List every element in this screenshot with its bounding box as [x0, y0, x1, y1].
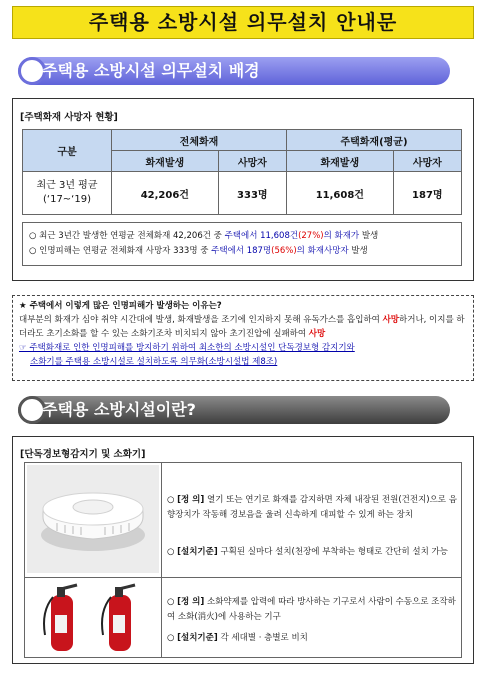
bullet-death-share	[29, 244, 455, 259]
fire-stats-table	[22, 129, 462, 215]
bullet-text: ○ 인명피해는 연평균 전체화재 사망자 333명 중	[29, 246, 212, 256]
bullet-percent: (27%)	[298, 231, 324, 241]
law-note-line1: ☞ 주택화재로 인한 인명피해를 방지하기 위하여 최소한의 소방시설인 단독경보형 감지기와	[19, 343, 355, 353]
col-header-deaths: 사망자	[218, 151, 286, 172]
law-note-line2: 소화기를 주택용 소방시설로 설치하도록 의무화(소방시설법 제8조)	[30, 357, 278, 367]
reason-text: 하거나, 이지를 하더라도 초기소화를 할 수 있는 소화기조차 비치되지 않아 초기진압에 실패하여	[19, 315, 465, 339]
devices-caption: [단독경보형감지기 및 소화기]	[20, 449, 146, 460]
row-label-line2: (‘17~‘19)	[43, 194, 91, 205]
col-header-house-deaths: 사망자	[393, 151, 461, 172]
definition-keyword: [정 의]	[177, 597, 205, 607]
bullet-text: 발생	[359, 231, 379, 241]
reason-box	[12, 295, 474, 381]
summary-bullets	[22, 222, 462, 266]
reason-question: ★ 주택에서 이렇게 많은 인명피해가 발생하는 이유는?	[19, 301, 222, 311]
bullet-text: 발생	[348, 246, 368, 256]
extinguisher-definition: ○ [정 의] 소화약제를 압력에 따라 방사하는 기구로서 사람이 수동으로 조작하여 소화(消火)에 사용하는 기구	[167, 597, 456, 622]
col-header-house-fires: 주택화재(평균)	[286, 130, 461, 151]
fire-extinguisher-image	[27, 581, 159, 655]
bullet-highlight: 의 화재사망자	[296, 246, 349, 256]
section-header-background	[18, 57, 450, 85]
bullet-fire-share	[29, 229, 455, 244]
smoke-detector-image	[27, 465, 159, 573]
cell-house-deaths: 187명	[393, 172, 461, 215]
detector-installation: ○ [설치기준] 구획된 실마다 설치(천장에 부착하는 형태로 간단히 설치 가능	[167, 547, 448, 557]
bullet-highlight: 주택에서 11,608건	[224, 231, 299, 241]
definition-keyword: [정 의]	[177, 495, 205, 505]
installation-keyword: [설치기준]	[177, 633, 218, 643]
cell-house-fire-count: 11,608건	[286, 172, 393, 215]
section-title: 주택용 소방시설이란?	[42, 400, 196, 419]
page-title: 주택용 소방시설 의무설치 안내문	[12, 6, 474, 39]
cell-all-deaths: 333명	[218, 172, 286, 215]
installation-keyword: [설치기준]	[177, 547, 218, 557]
reason-death-word: 사망	[382, 315, 400, 325]
bullet-highlight: 주택에서 187명	[211, 246, 272, 256]
installation-text: 구획된 실마다 설치(천장에 부착하는 형태로 간단히 설치 가능	[217, 547, 448, 557]
col-header-all-fires: 전체화재	[112, 130, 287, 151]
section-header-background	[18, 396, 450, 424]
devices-table	[24, 462, 462, 658]
detector-definition: ○ [정 의] 열기 또는 연기로 화재를 감지하면 자체 내장된 전원(건전지)으로 음향장치가 작동해 경보음을 울려 신속하게 대피할 수 있게 하는 장치	[167, 495, 457, 520]
reason-text: 대부분의 화재가 심야 취약 시간대에 발생, 화재발생을 조기에 인지하지 못해 유독가스를 흡입하여	[19, 315, 383, 325]
section-title: 주택용 소방시설 의무설치 배경	[42, 61, 260, 80]
divider	[25, 577, 461, 578]
cell-all-fire-count: 42,206건	[112, 172, 219, 215]
reason-death-word: 사망	[308, 329, 326, 339]
stats-caption: [주택화재 사망자 현황]	[20, 112, 118, 123]
row-label-line1: 최근 3년 평균	[36, 180, 98, 191]
bullet-text: ○ 최근 3년간 발생한 연평균 전체화재 42,206건 중	[29, 231, 225, 241]
reason-paragraph	[19, 313, 467, 341]
divider	[161, 463, 162, 657]
bullet-highlight: 의 화재가	[323, 231, 360, 241]
col-header-house-fire-count: 화재발생	[286, 151, 393, 172]
definition-text: 소화약제를 압력에 따라 방사하는 기구로서 사람이 수동으로 조작하여 소화(消火)에 사용하는 기구	[167, 597, 456, 622]
bullet-percent: (56%)	[271, 246, 297, 256]
definition-text: 열기 또는 연기로 화재를 감지하면 자체 내장된 전원(건전지)으로 음향장치가 작동해 경보음을 울려 신속하게 대피할 수 있게 하는 장치	[167, 495, 457, 520]
col-header-category: 구분	[23, 130, 112, 172]
row-label	[23, 172, 112, 215]
col-header-fire-count: 화재발생	[112, 151, 219, 172]
installation-text: 각 세대별 · 층별로 비치	[217, 633, 308, 643]
extinguisher-installation: ○ [설치기준] 각 세대별 · 층별로 비치	[167, 633, 308, 643]
